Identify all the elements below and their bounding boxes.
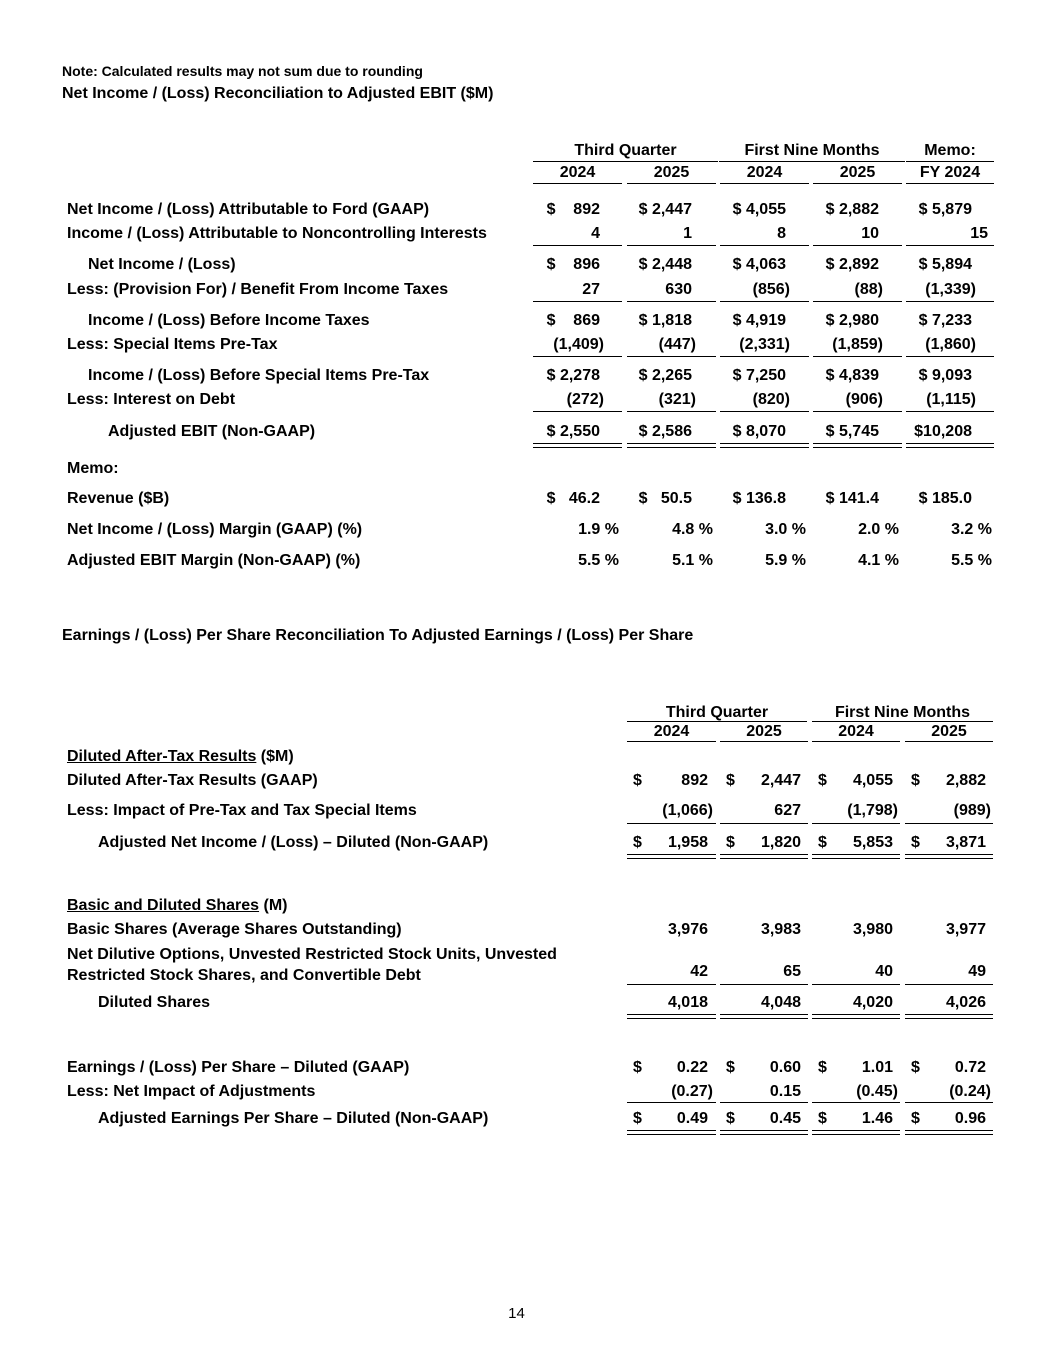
dollar-sign: $	[818, 1110, 827, 1127]
t1-cell: $ 2,447	[638, 201, 692, 218]
t1-row-label: Income / (Loss) Before Income Taxes	[88, 312, 370, 329]
t1-col-9m-2024: 2024	[746, 164, 783, 181]
t1-cell: $ 4,063	[732, 256, 786, 273]
t1-cell: $ 5,879	[918, 201, 972, 218]
t1-cell: $ 2,448	[638, 256, 692, 273]
t1-cell: (272)	[566, 391, 604, 408]
t1-cell: $ 2,892	[825, 256, 879, 273]
t2-col-9m-2024: 2024	[838, 723, 874, 740]
t2-cell: 0.49	[676, 1110, 708, 1127]
t1-cell: $ 896	[546, 256, 600, 273]
t1-group-memo: Memo:	[924, 142, 976, 159]
dollar-sign: $	[818, 1059, 827, 1076]
t1-cell: $ 8,070	[732, 423, 786, 440]
t2-cell: 3,980	[852, 921, 893, 938]
t1-row-label: Income / (Loss) Attributable to Noncontrolling Interests	[67, 225, 487, 242]
t2-cell: 4,026	[945, 994, 986, 1011]
t2-cell: 5,853	[852, 834, 893, 851]
t1-row-label: Less: Interest on Debt	[67, 391, 236, 408]
t2-row-label: Diluted After-Tax Results (GAAP)	[67, 772, 318, 789]
t1-cell: $ 4,055	[732, 201, 786, 218]
t1-cell: $ 2,586	[638, 423, 692, 440]
t2-cell: (1,798)	[847, 802, 898, 819]
t1-cell: (1,115)	[926, 391, 976, 408]
t2-cell: 0.45	[769, 1110, 801, 1127]
eps-table-title: Earnings / (Loss) Per Share Reconciliation To Adjusted Earnings / (Loss) Per Share	[62, 627, 694, 644]
t2-group-third-quarter: Third Quarter	[665, 704, 769, 721]
t2-cell: 49	[968, 963, 986, 980]
page-number: 14	[508, 1305, 525, 1322]
t2-cell: 1,958	[667, 834, 708, 851]
t1-col-fy-2024: FY 2024	[919, 164, 981, 181]
t1-memo-cell: $ 46.2	[546, 490, 600, 507]
t1-cell: $ 4,919	[732, 312, 786, 329]
t2-cell: (0.27)	[671, 1083, 713, 1100]
t2-row-label: Basic Shares (Average Shares Outstanding)	[67, 921, 402, 938]
t2-cell: (0.45)	[856, 1083, 898, 1100]
t2-cell: (0.24)	[949, 1083, 991, 1100]
t1-cell: (820)	[752, 391, 790, 408]
t1-memo-cell: 3.2 %	[951, 521, 992, 538]
t1-memo-cell: 5.5 %	[951, 552, 992, 569]
t2-cell: 3,977	[945, 921, 986, 938]
t2-cell: (1,066)	[662, 802, 713, 819]
t1-memo-cell: 2.0 %	[858, 521, 899, 538]
t1-row-label: Less: Special Items Pre-Tax	[67, 336, 278, 353]
t2-row-label: Diluted Shares	[98, 994, 211, 1011]
t1-cell: 1	[683, 225, 692, 242]
t1-cell: (1,409)	[553, 336, 604, 353]
t2-col-q3-2024: 2024	[653, 723, 690, 740]
t2-row-label-continued: Restricted Stock Shares, and Convertible Debt	[67, 967, 421, 984]
t1-cell: $ 2,980	[825, 312, 879, 329]
t1-group-third-quarter: Third Quarter	[574, 142, 677, 159]
t2-cell: 1.01	[861, 1059, 893, 1076]
dollar-sign: $	[818, 772, 827, 789]
t1-memo-row-label: Net Income / (Loss) Margin (GAAP) (%)	[67, 521, 363, 538]
dollar-sign: $	[911, 1110, 920, 1127]
t1-memo-cell: $ 185.0	[918, 490, 972, 507]
t1-cell: $ 7,250	[732, 367, 786, 384]
dollar-sign: $	[911, 772, 920, 789]
t2-cell: 2,882	[945, 772, 986, 789]
t2-row-label: Adjusted Earnings Per Share – Diluted (Non-GAAP)	[98, 1110, 489, 1127]
dollar-sign: $	[911, 1059, 920, 1076]
t1-cell: (906)	[845, 391, 883, 408]
dollar-sign: $	[726, 772, 735, 789]
t1-memo-row-label: Adjusted EBIT Margin (Non-GAAP) (%)	[67, 552, 361, 569]
rounding-note: Note: Calculated results may not sum due to rounding	[62, 63, 423, 79]
t2-row-label: Earnings / (Loss) Per Share – Diluted (GAAP)	[67, 1059, 410, 1076]
t1-row-label: Adjusted EBIT (Non-GAAP)	[108, 423, 316, 440]
t1-cell: 4	[591, 225, 600, 242]
t1-cell: (88)	[854, 281, 883, 298]
t1-cell: 630	[665, 281, 692, 298]
t1-cell: (447)	[658, 336, 696, 353]
dollar-sign: $	[726, 1059, 735, 1076]
t2-cell: 3,983	[760, 921, 801, 938]
t1-memo-cell: 3.0 %	[765, 521, 806, 538]
t2-row-label: Less: Net Impact of Adjustments	[67, 1083, 316, 1100]
t1-row-label: Net Income / (Loss)	[88, 256, 236, 273]
t1-cell: $ 2,550	[546, 423, 600, 440]
t1-memo-cell: $ 50.5	[638, 490, 692, 507]
t1-memo-cell: 5.5 %	[578, 552, 619, 569]
t1-cell: $ 2,265	[638, 367, 692, 384]
t1-cell: $ 4,839	[825, 367, 879, 384]
t2-cell: 627	[774, 802, 801, 819]
t1-cell: (321)	[658, 391, 696, 408]
t2-cell: 4,055	[852, 772, 893, 789]
t1-row-label: Net Income / (Loss) Attributable to Ford (GAAP)	[67, 201, 430, 218]
t1-memo-label: Memo:	[67, 460, 119, 477]
t1-cell: $ 869	[546, 312, 600, 329]
t1-memo-cell: 1.9 %	[578, 521, 619, 538]
t1-cell: $ 9,093	[918, 367, 972, 384]
t2-cell: 3,976	[667, 921, 708, 938]
t2-cell: 1.46	[861, 1110, 893, 1127]
t2-cell: 42	[690, 963, 708, 980]
t2-col-q3-2025: 2025	[746, 723, 782, 740]
ebit-table-title: Net Income / (Loss) Reconciliation to Adjusted EBIT ($M)	[62, 85, 494, 102]
t1-cell: (2,331)	[739, 336, 790, 353]
t1-memo-cell: 5.1 %	[672, 552, 713, 569]
t1-cell: 10	[861, 225, 879, 242]
t1-memo-cell: $ 141.4	[825, 490, 879, 507]
t2-section-diluted-after-tax	[67, 748, 294, 766]
t1-cell: $10,208	[914, 423, 972, 440]
t2-cell: 65	[783, 963, 801, 980]
t1-cell: 15	[970, 225, 988, 242]
t2-cell: 1,820	[760, 834, 801, 851]
t1-memo-cell: $ 136.8	[732, 490, 786, 507]
t2-cell: 0.15	[769, 1083, 801, 1100]
t2-cell: 40	[875, 963, 893, 980]
t1-cell: (1,339)	[925, 281, 976, 298]
t2-cell: 2,447	[760, 772, 801, 789]
t1-cell: $ 5,745	[825, 423, 879, 440]
t1-memo-cell: 4.8 %	[672, 521, 713, 538]
t1-col-9m-2025: 2025	[839, 164, 876, 181]
t1-cell: (1,860)	[925, 336, 976, 353]
dollar-sign: $	[633, 834, 642, 851]
t2-cell: 4,048	[760, 994, 801, 1011]
dollar-sign: $	[818, 834, 827, 851]
t2-row-label: Less: Impact of Pre-Tax and Tax Special Items	[67, 802, 417, 819]
t2-cell: 0.96	[954, 1110, 986, 1127]
t2-cell: 4,018	[667, 994, 708, 1011]
t1-memo-cell: 5.9 %	[765, 552, 806, 569]
t1-cell: $ 2,278	[546, 367, 600, 384]
dollar-sign: $	[726, 1110, 735, 1127]
dollar-sign: $	[633, 1059, 642, 1076]
t2-row-label: Adjusted Net Income / (Loss) – Diluted (Non-GAAP)	[98, 834, 489, 851]
t2-section-basic-diluted-shares	[67, 897, 288, 915]
t1-memo-cell: 4.1 %	[858, 552, 899, 569]
t1-cell: $ 5,894	[918, 256, 972, 273]
t1-cell: $ 892	[546, 201, 600, 218]
t1-col-q3-2024: 2024	[559, 164, 596, 181]
t1-cell: (856)	[752, 281, 790, 298]
t1-cell: $ 2,882	[825, 201, 879, 218]
t1-memo-row-label: Revenue ($B)	[67, 490, 170, 507]
t2-cell: 0.22	[676, 1059, 708, 1076]
t1-col-q3-2025: 2025	[653, 164, 690, 181]
t1-cell: 27	[582, 281, 600, 298]
t2-col-9m-2025: 2025	[931, 723, 967, 740]
t2-cell: 4,020	[852, 994, 893, 1011]
t1-cell: $ 7,233	[918, 312, 972, 329]
t2-cell: 0.60	[769, 1059, 801, 1076]
t2-cell: 3,871	[945, 834, 986, 851]
t1-row-label: Less: (Provision For) / Benefit From Income Taxes	[67, 281, 449, 298]
t1-cell: (1,859)	[832, 336, 883, 353]
t1-cell: $ 1,818	[638, 312, 692, 329]
dollar-sign: $	[726, 834, 735, 851]
t2-cell: 892	[681, 772, 708, 789]
dollar-sign: $	[633, 1110, 642, 1127]
t1-group-first-nine-months: First Nine Months	[744, 142, 880, 159]
section-label-underlined: Diluted After-Tax Results	[67, 748, 257, 765]
dollar-sign: $	[633, 772, 642, 789]
section-label-underlined: Basic and Diluted Shares	[67, 897, 260, 914]
t2-cell: (989)	[953, 802, 991, 819]
section-label-unit: ($M)	[256, 748, 294, 765]
dollar-sign: $	[911, 834, 920, 851]
t1-row-label: Income / (Loss) Before Special Items Pre-Tax	[88, 367, 430, 384]
t1-cell: 8	[777, 225, 786, 242]
t2-group-first-nine-months: First Nine Months	[834, 704, 971, 721]
section-label-unit: (M)	[259, 897, 288, 914]
t2-cell: 0.72	[954, 1059, 986, 1076]
t2-row-label: Net Dilutive Options, Unvested Restricted Stock Units, Unvested	[67, 946, 557, 963]
